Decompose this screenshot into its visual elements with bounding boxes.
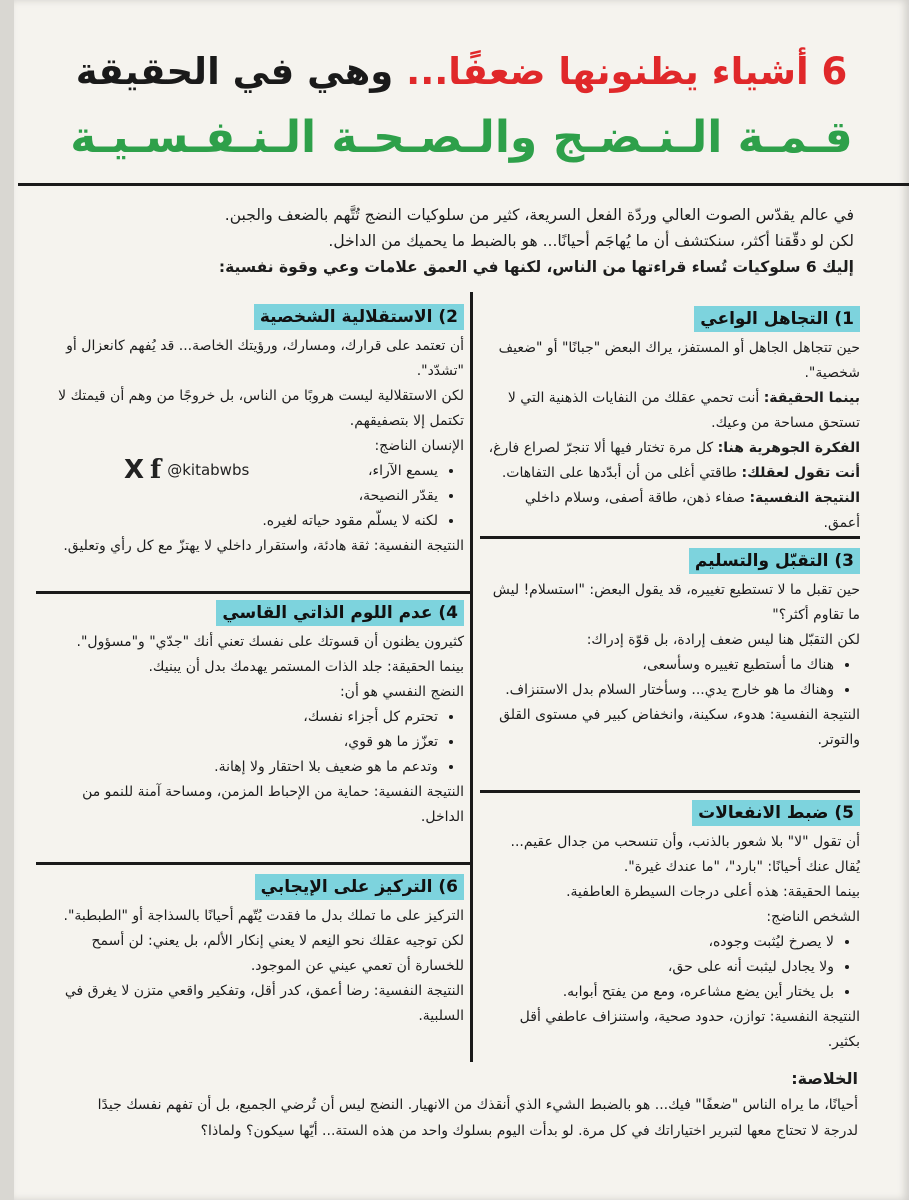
- section-5-text-4: الشخص الناضج:: [766, 909, 860, 925]
- section-6-text-2: لكن توجيه عقلك نحو النِعم لا يعني إنكار الألم، بل يعني: لن أسمح للخسارة أن تعمي عيني عن الموجود.: [91, 933, 464, 974]
- page: [14, 0, 909, 1200]
- section-5-text-1: أن تقول "لا" بلا شعور بالذنب، وأن تنسحب من جدال عقيم...: [510, 834, 860, 850]
- section-6-heading: 6) التركيز على الإيجابي: [255, 874, 464, 900]
- section-4-text-4: النتيجة النفسية: حماية من الإحباط المزمن، ومساحة آمنة للنمو من الداخل.: [82, 784, 464, 825]
- list-item: • لكنه لا يسلّم مقود حياته لغيره.: [44, 509, 438, 534]
- intro-line-3: إليك 6 سلوكيات تُساء قراءتها من الناس، لكنها في العمق علامات وعي وقوة نفسية:: [218, 258, 854, 276]
- section-6-text-1: التركيز على ما تملك بدل ما فقدت يُتّهم أحيانًا بالسذاجة أو "الطبطبة".: [63, 908, 464, 924]
- section-5-text-3: بينما الحقيقة: هذه أعلى درجات السيطرة العاطفية.: [566, 884, 860, 900]
- section-4-text-1: كثيرون يظنون أن قسوتك على نفسك تعني أنك "جدّي" و"مسؤول".: [76, 634, 464, 650]
- list-item: • وتدعم ما هو ضعيف بلا احتقار ولا إهانة.: [44, 755, 438, 780]
- list-item: • يقدّر النصيحة،: [44, 484, 438, 509]
- section-1-label-4: أنت تقول لعقلك:: [741, 465, 860, 481]
- list-item: • هناك ما أستطيع تغييره وسأسعى،: [484, 653, 834, 678]
- section-4-text-2: بينما الحقيقة: جلد الذات المستمر يهدمك بدل أن يبنيك.: [148, 659, 464, 675]
- section-5-list: [484, 930, 860, 1005]
- list-item: • تعزّز ما هو قوي،: [44, 730, 438, 755]
- section-1: [484, 306, 860, 536]
- section-5-heading: 5) ضبط الانفعالات: [692, 800, 860, 826]
- section-1-label-5: النتيجة النفسية:: [749, 490, 860, 506]
- x-logo-icon: X: [124, 455, 145, 485]
- divider-right-2: [480, 790, 860, 793]
- section-2-text-4: النتيجة النفسية: ثقة هادئة، واستقرار داخلي لا يهتزّ مع كل رأي وتعليق.: [63, 538, 464, 554]
- section-1-label-2: بينما الحقيقة:: [763, 390, 860, 406]
- section-3-text-3: النتيجة النفسية: هدوء، سكينة، وانخفاض كبير في مستوى القلق والتوتر.: [499, 707, 860, 748]
- section-1-text-5: صفاء ذهن، طاقة أصفى، وسلام داخلي أعمق.: [524, 490, 860, 531]
- list-item: • وهناك ما هو خارج يدي... وسأختار السلام بدل الاستنزاف.: [484, 678, 834, 703]
- section-5: [484, 800, 860, 1055]
- list-item: • يسمع الآراء،: [44, 459, 438, 484]
- title-highlight: 6 أشياء يظنونها ضعفًا...: [406, 50, 848, 93]
- section-1-label-3: الفكرة الجوهرية هنا:: [717, 440, 860, 456]
- section-1-text-1: حين تتجاهل الجاهل أو المستفز، يراك البعض "جبانًا" أو "ضعيف شخصية".: [498, 340, 860, 381]
- section-1-text-3: كل مرة تختار فيها ألا تنجرّ لصراع فارغ،: [488, 440, 718, 456]
- intro: [74, 202, 854, 280]
- list-item: • بل يختار أين يضع مشاعره، ومع من يفتح أبوابه.: [484, 980, 834, 1005]
- page-subtitle: قـمـة الـنـضـج والـصـحـة الـنـفـسـيـة: [70, 112, 853, 163]
- section-4-heading: 4) عدم اللوم الذاتي القاسي: [216, 600, 464, 626]
- section-2-text-2: لكن الاستقلالية ليست هروبًا من الناس، بل خروجًا من وهم أن قيمتك لا تكتمل إلا بتصفيقهم.: [58, 388, 464, 429]
- section-2-text-1: أن تعتمد على قرارك، ومسارك، ورؤيتك الخاصة... قد يُفهم كانعزال أو "تشدّد".: [66, 338, 464, 379]
- intro-line-2: لكن لو دقّقنا أكثر، سنكتشف أن ما يُهاجَم أحيانًا... هو بالضبط ما يحميك من الداخل.: [328, 232, 854, 250]
- section-3-text-1: حين تقبل ما لا تستطيع تغييره، قد يقول البعض: "استسلام! ليش ما تقاوم أكثر؟": [492, 582, 860, 623]
- summary: [78, 1066, 858, 1144]
- summary-heading: الخلاصة:: [791, 1069, 858, 1088]
- social-handle[interactable]: [124, 455, 249, 485]
- list-item: • لا يصرخ ليُثبت وجوده،: [484, 930, 834, 955]
- divider-left-2: [36, 862, 470, 865]
- section-3-list: [484, 653, 860, 703]
- section-4-text-3: النضج النفسي هو أن:: [339, 684, 464, 700]
- column-divider: [470, 292, 473, 1062]
- section-1-text-2: أنت تحمي عقلك من النفايات الذهنية التي لا تستحق مساحة من وعيك.: [507, 390, 860, 431]
- handle-text: @kitabwbs: [167, 461, 250, 479]
- section-2-text-3: الإنسان الناضج:: [374, 438, 464, 454]
- intro-line-1: في عالم يقدّس الصوت العالي وردّة الفعل السريعة، كثير من سلوكيات النضج تُتَّهم بالضعف والجبن.: [224, 206, 854, 224]
- section-6-text-3: النتيجة النفسية: رضا أعمق، كدر أقل، وتفكير واقعي متزن لا يغرق في السلبية.: [64, 983, 464, 1024]
- section-6: [44, 874, 464, 1029]
- section-2-heading: 2) الاستقلالية الشخصية: [254, 304, 464, 330]
- list-item: • ولا يجادل ليثبت أنه على حق،: [484, 955, 834, 980]
- section-4-list: [44, 705, 464, 780]
- summary-text: أحيانًا، ما يراه الناس "ضعفًا" فيك... هو بالضبط الشيء الذي أنقذك من الانهيار. النضج ليس أن تُرضي الجميع، بل أن تفهم نفسك جيدًا لدرجة لا تحتاج معها لتبرير اختياراتك في كل مرة. لو بدأت اليوم بسلوك واحد من هذه الستة... أيّها سيكون؟ ولماذا؟: [97, 1097, 858, 1139]
- section-5-text-2: يُقال عنك أحيانًا: "بارد"، "ما عندك غيرة".: [623, 859, 860, 875]
- section-3-text-2: لكن التقبّل هنا ليس ضعف إرادة، بل قوّة إدراك:: [586, 632, 860, 648]
- divider-left-1: [36, 591, 470, 594]
- list-item: • تحترم كل أجزاء نفسك،: [44, 705, 438, 730]
- section-2-list: [44, 459, 464, 534]
- section-2: [44, 304, 464, 559]
- title-divider: [18, 183, 909, 186]
- section-5-text-5: النتيجة النفسية: توازن، حدود صحية، واستنزاف عاطفي أقل بكثير.: [519, 1009, 860, 1050]
- section-1-text-4: طاقتي أغلى من أن أبدّدها على التفاهات.: [501, 465, 742, 481]
- title-rest: وهي في الحقيقة: [75, 50, 407, 93]
- section-1-heading: 1) التجاهل الواعي: [694, 306, 860, 332]
- facebook-logo-icon: f: [150, 455, 162, 485]
- section-4: [44, 600, 464, 830]
- section-3: [484, 548, 860, 753]
- divider-right-1: [480, 536, 860, 539]
- page-title: [14, 48, 909, 96]
- section-3-heading: 3) التقبّل والتسليم: [689, 548, 860, 574]
